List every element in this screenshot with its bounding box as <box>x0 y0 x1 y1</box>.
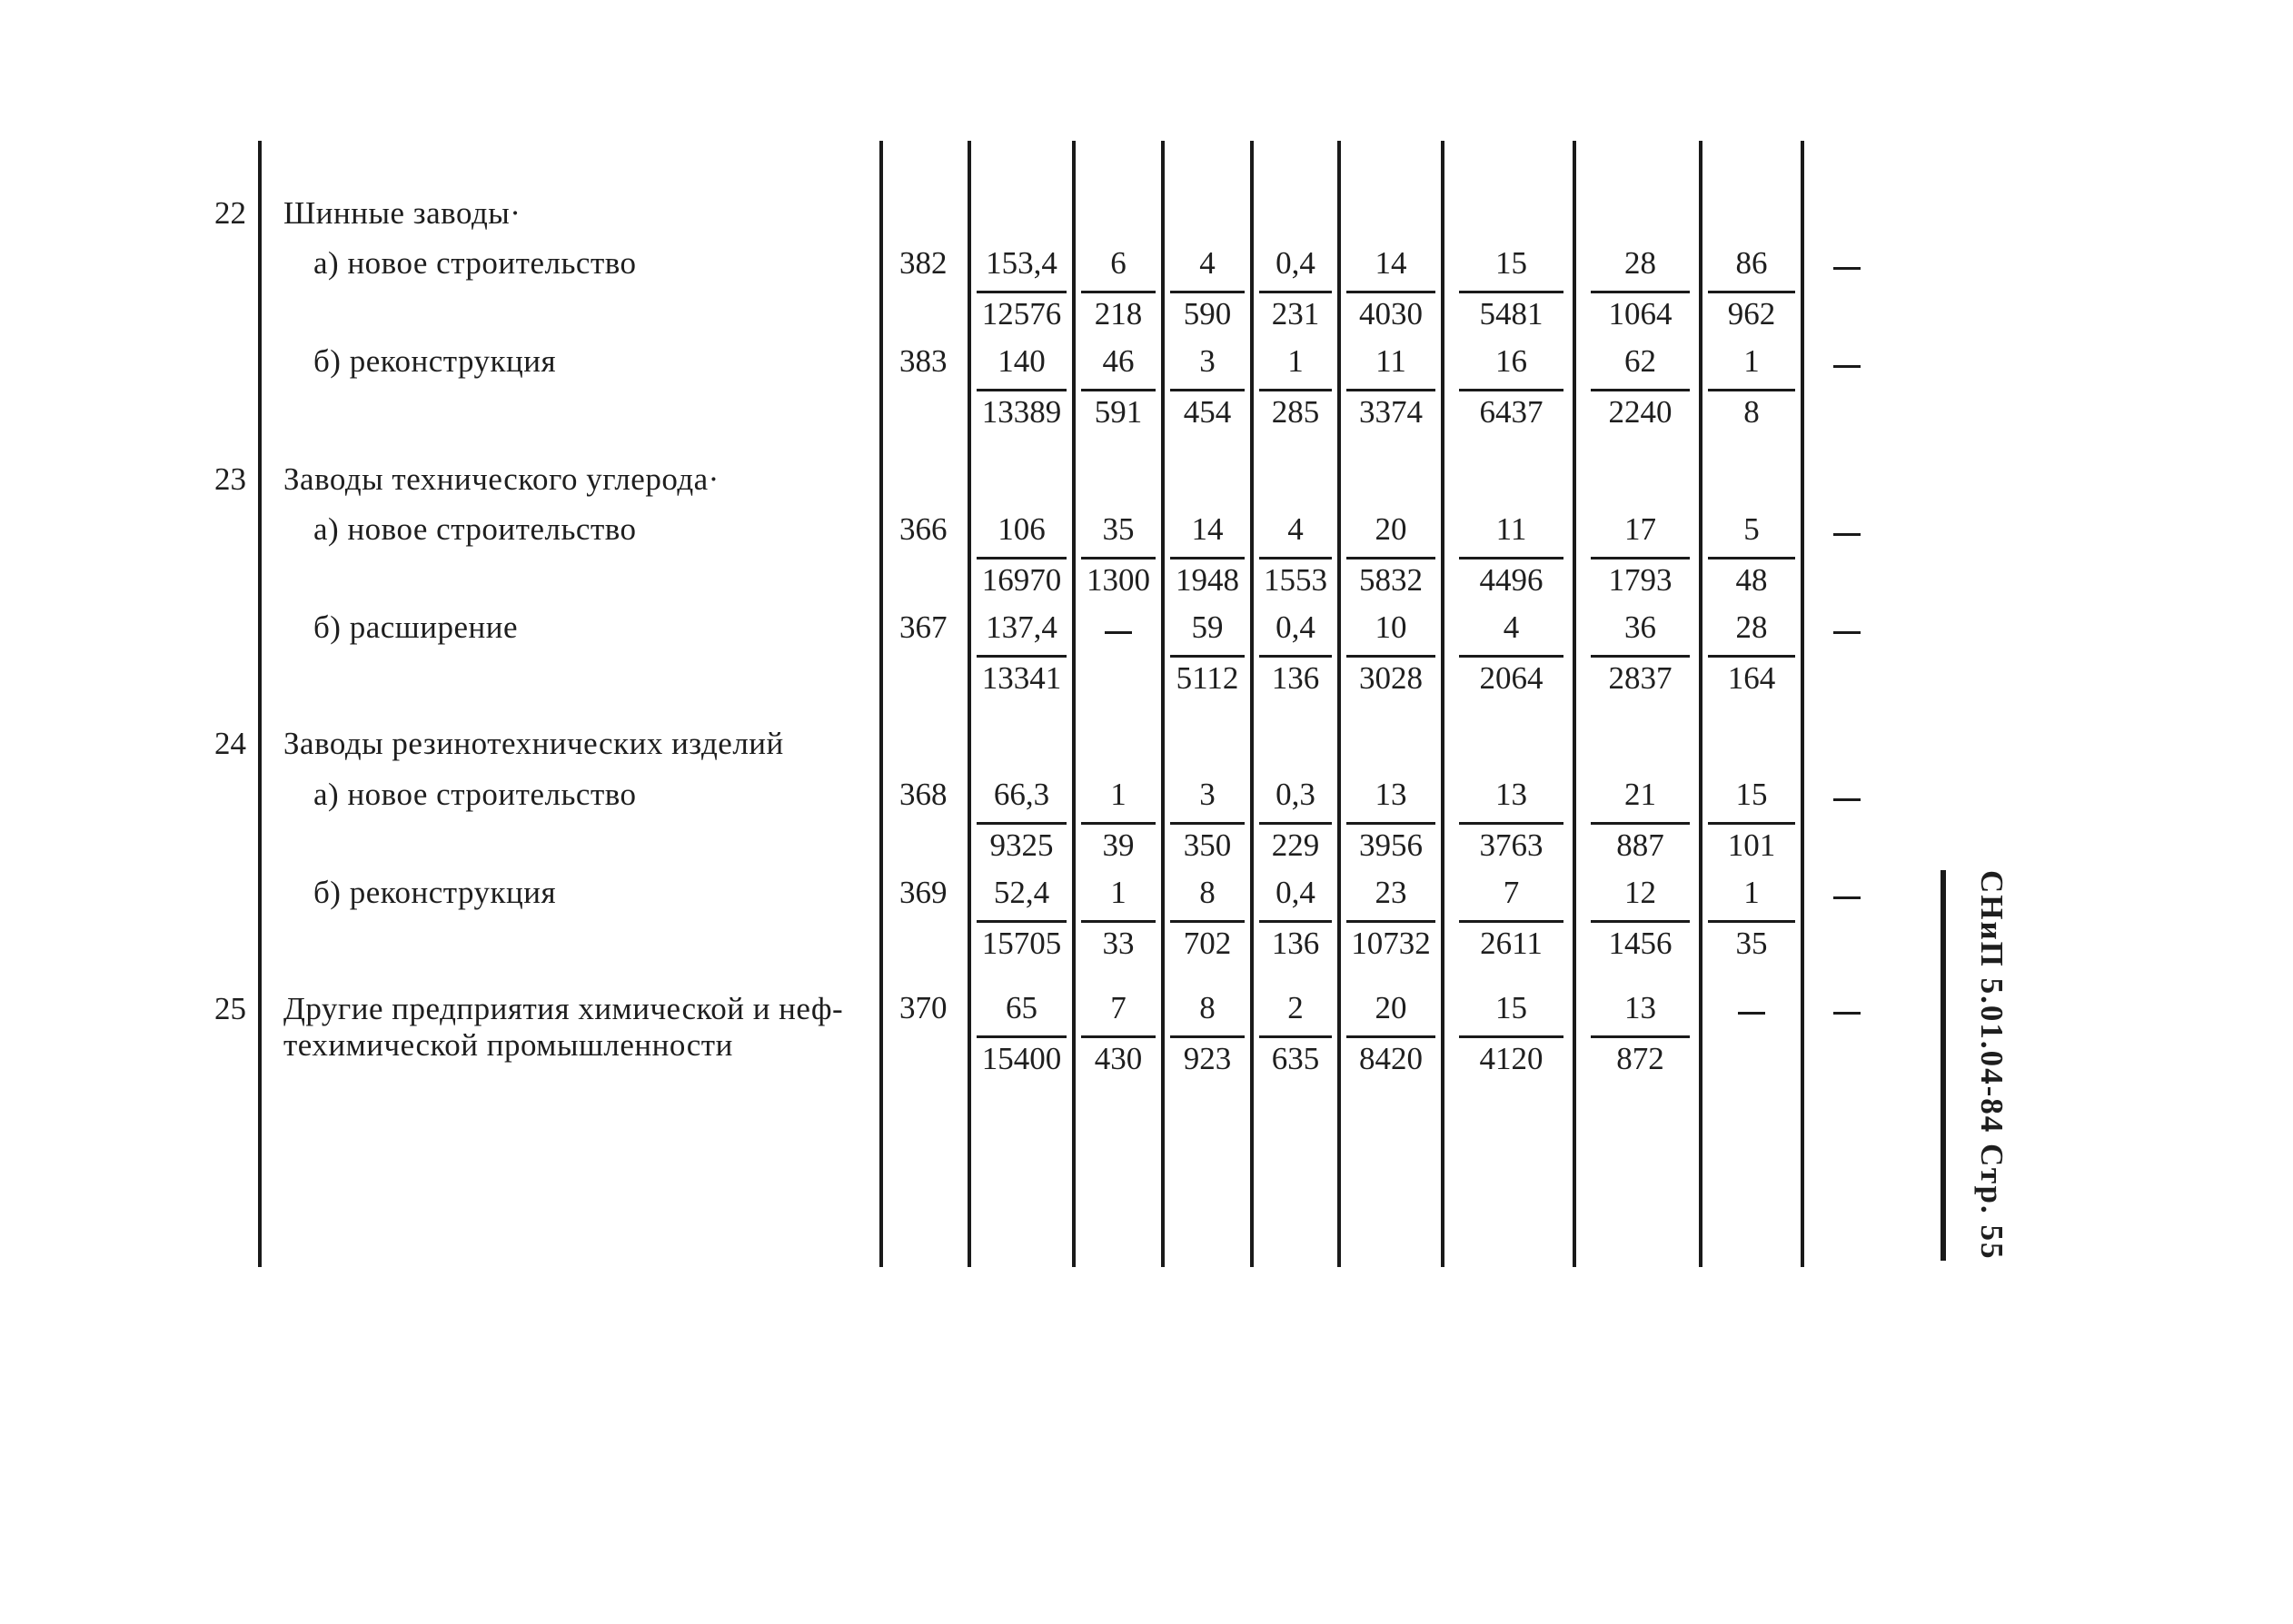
fraction-bar <box>1259 655 1332 658</box>
fraction-cell <box>1076 511 1161 606</box>
cell-denominator: 887 <box>1616 827 1664 863</box>
fraction-cell <box>1076 245 1161 340</box>
row-last-dash <box>1833 345 1861 381</box>
fraction-cell <box>1341 875 1441 969</box>
fraction-bar <box>977 291 1067 293</box>
fraction-cell <box>1454 990 1569 1084</box>
cell-numerator: 137,4 <box>986 609 1057 645</box>
fraction-bar <box>1346 291 1435 293</box>
fraction-cell <box>1254 609 1337 704</box>
fraction-cell <box>971 343 1072 438</box>
fraction-bar <box>1081 822 1156 825</box>
row-label: б) реконструкция <box>313 343 557 379</box>
cell-denominator: 101 <box>1727 827 1776 863</box>
fraction-bar <box>1708 920 1795 923</box>
fraction-bar <box>1591 655 1690 658</box>
cell-numerator: 4 <box>1503 609 1520 645</box>
group-title: Другие предприятия химической и неф- <box>283 991 844 1026</box>
fraction-bar <box>1459 557 1563 559</box>
cell-numerator: 66,3 <box>993 777 1050 812</box>
fraction-bar <box>1591 822 1690 825</box>
cell-denominator: 8420 <box>1359 1041 1423 1076</box>
cell-numerator: 20 <box>1375 990 1407 1025</box>
cell-denominator: 590 <box>1183 296 1232 332</box>
fraction-cell <box>1454 343 1569 438</box>
cell-denominator: 3763 <box>1479 827 1544 863</box>
running-header-rule <box>1941 870 1946 1261</box>
fraction-bar <box>977 1035 1067 1038</box>
fraction-bar <box>1170 920 1245 923</box>
fraction-cell <box>1585 777 1695 871</box>
fraction-bar <box>1259 1035 1332 1038</box>
fraction-bar <box>1346 920 1435 923</box>
cell-denominator: 4496 <box>1479 562 1544 598</box>
cell-denominator: 4120 <box>1479 1041 1544 1076</box>
cell-denominator: 1300 <box>1087 562 1150 598</box>
fraction-cell <box>1585 511 1695 606</box>
fraction-cell <box>1585 990 1695 1084</box>
cell-numerator: 1 <box>1743 343 1760 379</box>
fraction-cell <box>1254 343 1337 438</box>
cell-numerator: 2 <box>1287 990 1304 1025</box>
group-number: 25 <box>214 991 246 1026</box>
fraction-bar <box>1170 655 1245 658</box>
fraction-cell <box>1165 777 1250 871</box>
cell-numerator: 65 <box>1006 990 1037 1025</box>
fraction-bar <box>977 920 1067 923</box>
cell-denominator: 1948 <box>1176 562 1239 598</box>
cell-numerator: 7 <box>1503 875 1520 910</box>
cell-numerator: 1 <box>1110 875 1127 910</box>
fraction-bar <box>977 389 1067 391</box>
cell-numerator: 0,4 <box>1276 245 1315 281</box>
fraction-bar <box>1259 920 1332 923</box>
cell-denominator: 6437 <box>1479 394 1544 430</box>
cell-numerator: 12 <box>1624 875 1656 910</box>
cell-numerator: 5 <box>1743 511 1760 547</box>
cell-numerator: 11 <box>1375 343 1406 379</box>
fraction-cell <box>1585 245 1695 340</box>
fraction-bar <box>1346 389 1435 391</box>
fraction-bar <box>1170 822 1245 825</box>
row-code: 382 <box>899 245 948 281</box>
row-last-dash <box>1833 611 1861 648</box>
table-rule-left <box>258 141 262 1267</box>
cell-numerator: 52,4 <box>993 875 1050 910</box>
cell-denominator: 2837 <box>1608 660 1673 696</box>
fraction-bar <box>1081 291 1156 293</box>
fraction-cell <box>971 875 1072 969</box>
row-code: 367 <box>899 609 948 645</box>
cell-numerator: 0,3 <box>1276 777 1315 812</box>
fraction-bar <box>1259 822 1332 825</box>
group-title: Шинные заводы· <box>283 195 521 231</box>
cell-numerator: 11 <box>1495 511 1527 547</box>
fraction-bar <box>977 655 1067 658</box>
row-label: б) расширение <box>313 609 518 645</box>
table-rule-c6 <box>1441 141 1444 1267</box>
fraction-bar <box>1259 557 1332 559</box>
dash-mark <box>1738 1012 1765 1015</box>
cell-numerator: 10 <box>1375 609 1407 645</box>
fraction-cell <box>1076 777 1161 871</box>
cell-denominator: 285 <box>1271 394 1320 430</box>
cell-denominator: 1456 <box>1608 926 1673 961</box>
dash-mark <box>1833 798 1861 801</box>
dash-mark <box>1833 533 1861 536</box>
fraction-bar <box>1708 389 1795 391</box>
row-last-dash <box>1833 513 1861 550</box>
cell-denominator: 3374 <box>1359 394 1423 430</box>
cell-denominator: 13389 <box>981 394 1062 430</box>
fraction-bar <box>1591 557 1690 559</box>
cell-numerator: 86 <box>1735 245 1768 281</box>
cell-denominator: 2240 <box>1608 394 1673 430</box>
fraction-bar <box>1459 822 1563 825</box>
cell-denominator: 1064 <box>1608 296 1673 332</box>
cell-numerator: 28 <box>1624 245 1656 281</box>
fraction-bar <box>1346 822 1435 825</box>
cell-denominator: 591 <box>1094 394 1143 430</box>
fraction-cell <box>1702 609 1801 704</box>
fraction-bar <box>1346 655 1435 658</box>
fraction-cell <box>1341 343 1441 438</box>
fraction-cell <box>1341 511 1441 606</box>
fraction-cell <box>971 777 1072 871</box>
cell-denominator: 702 <box>1183 926 1232 961</box>
fraction-bar <box>1591 291 1690 293</box>
cell-denominator: 33 <box>1102 926 1135 961</box>
cell-denominator: 4030 <box>1359 296 1423 332</box>
cell-denominator: 3956 <box>1359 827 1423 863</box>
group-title-continued: техимической промышленности <box>283 1027 733 1063</box>
dash-mark <box>1105 631 1132 634</box>
group-number: 22 <box>214 195 246 231</box>
fraction-bar <box>1081 920 1156 923</box>
fraction-cell <box>1702 511 1801 606</box>
cell-numerator: 8 <box>1199 990 1216 1025</box>
table-rule-code <box>879 141 883 1267</box>
cell-denominator: 2064 <box>1479 660 1544 696</box>
row-code: 383 <box>899 343 948 379</box>
cell-numerator: 6 <box>1110 245 1127 281</box>
fraction-bar <box>1708 557 1795 559</box>
fraction-bar <box>1259 389 1332 391</box>
cell-denominator: 136 <box>1271 660 1320 696</box>
cell-numerator: 14 <box>1191 511 1224 547</box>
cell-numerator: 8 <box>1199 875 1216 910</box>
cell-denominator: 164 <box>1727 660 1776 696</box>
running-header-text: СНиП 5.01.04-84 Стр. 55 <box>1974 870 2010 1261</box>
fraction-cell <box>1702 777 1801 871</box>
fraction-cell <box>1165 511 1250 606</box>
fraction-cell <box>971 609 1072 704</box>
cell-denominator: 231 <box>1271 296 1320 332</box>
cell-numerator: 0,4 <box>1276 875 1315 910</box>
fraction-cell <box>1165 343 1250 438</box>
row-code: 369 <box>899 875 948 910</box>
fraction-bar <box>1591 1035 1690 1038</box>
row-code: 366 <box>899 511 948 547</box>
cell-denominator: 430 <box>1094 1041 1143 1076</box>
cell-denominator: 923 <box>1183 1041 1232 1076</box>
group-title: Заводы технического углерода· <box>283 461 720 497</box>
cell-numerator: 153,4 <box>986 245 1057 281</box>
cell-denominator: 350 <box>1183 827 1232 863</box>
cell-denominator: 1553 <box>1264 562 1327 598</box>
cell-numerator: 3 <box>1199 777 1216 812</box>
fraction-bar <box>1459 920 1563 923</box>
row-label: а) новое строительство <box>313 245 637 281</box>
fraction-cell <box>1454 609 1569 704</box>
cell-numerator: 3 <box>1199 343 1216 379</box>
cell-numerator: 17 <box>1624 511 1656 547</box>
cell-numerator: 59 <box>1191 609 1224 645</box>
fraction-cell <box>971 990 1072 1084</box>
fraction-cell <box>1341 245 1441 340</box>
cell-numerator: 1 <box>1110 777 1127 812</box>
cell-numerator: 140 <box>998 343 1046 379</box>
fraction-cell <box>1454 875 1569 969</box>
dash-mark <box>1833 631 1861 634</box>
fraction-bar <box>1459 389 1563 391</box>
row-label: б) реконструкция <box>313 875 557 910</box>
running-header <box>1941 870 2013 1261</box>
fraction-bar <box>1170 291 1245 293</box>
fraction-bar <box>977 822 1067 825</box>
cell-denominator: 39 <box>1102 827 1135 863</box>
cell-denominator: 962 <box>1727 296 1776 332</box>
fraction-cell <box>1254 875 1337 969</box>
cell-denominator: 218 <box>1094 296 1143 332</box>
cell-numerator: 15 <box>1495 245 1527 281</box>
cell-numerator: 28 <box>1735 609 1768 645</box>
fraction-cell <box>1165 875 1250 969</box>
table-rule-c7 <box>1573 141 1576 1267</box>
cell-numerator: 23 <box>1375 875 1407 910</box>
cell-denominator: 1793 <box>1608 562 1673 598</box>
dash-mark <box>1833 896 1861 899</box>
fraction-cell <box>1076 343 1161 438</box>
fraction-bar <box>1259 291 1332 293</box>
fraction-bar <box>1459 655 1563 658</box>
fraction-cell <box>1702 343 1801 438</box>
cell-numerator: 1 <box>1743 875 1760 910</box>
row-code: 368 <box>899 777 948 812</box>
cell-denominator: 13341 <box>981 660 1062 696</box>
fraction-cell <box>971 245 1072 340</box>
fraction-cell <box>1165 245 1250 340</box>
cell-dash <box>1105 611 1132 648</box>
cell-numerator: 14 <box>1375 245 1407 281</box>
cell-numerator: 106 <box>998 511 1046 547</box>
fraction-bar <box>1170 557 1245 559</box>
fraction-cell <box>1254 990 1337 1084</box>
cell-denominator: 12576 <box>981 296 1062 332</box>
cell-denominator: 15400 <box>981 1041 1062 1076</box>
dash-mark <box>1833 1012 1861 1015</box>
dash-mark <box>1833 365 1861 368</box>
cell-numerator: 36 <box>1624 609 1656 645</box>
fraction-cell <box>971 511 1072 606</box>
cell-denominator: 635 <box>1271 1041 1320 1076</box>
fraction-cell <box>1254 777 1337 871</box>
fraction-cell <box>1585 343 1695 438</box>
fraction-cell <box>1454 777 1569 871</box>
fraction-cell <box>1341 990 1441 1084</box>
cell-numerator: 0,4 <box>1276 609 1315 645</box>
cell-numerator: 35 <box>1102 511 1135 547</box>
cell-numerator: 21 <box>1624 777 1656 812</box>
cell-numerator: 13 <box>1624 990 1656 1025</box>
row-last-dash <box>1833 247 1861 283</box>
cell-denominator: 9325 <box>989 827 1054 863</box>
fraction-cell <box>1076 990 1161 1084</box>
row-last-dash <box>1833 876 1861 913</box>
fraction-cell <box>1165 990 1250 1084</box>
table-rule-c9 <box>1801 141 1804 1267</box>
group-title: Заводы резинотехнических изделий <box>283 726 784 761</box>
cell-numerator: 4 <box>1199 245 1216 281</box>
group-number: 23 <box>214 461 246 497</box>
cell-numerator: 13 <box>1495 777 1527 812</box>
fraction-cell <box>1341 777 1441 871</box>
cell-denominator: 2611 <box>1480 926 1543 961</box>
fraction-bar <box>1081 1035 1156 1038</box>
cell-numerator: 13 <box>1375 777 1407 812</box>
cell-denominator: 8 <box>1743 394 1760 430</box>
fraction-cell <box>1254 511 1337 606</box>
cell-denominator: 15705 <box>981 926 1062 961</box>
fraction-bar <box>1708 655 1795 658</box>
row-label: а) новое строительство <box>313 511 637 547</box>
fraction-cell <box>1254 245 1337 340</box>
cell-numerator: 15 <box>1495 990 1527 1025</box>
row-last-dash <box>1833 778 1861 815</box>
fraction-cell <box>1076 875 1161 969</box>
fraction-cell <box>1702 875 1801 969</box>
fraction-cell <box>1585 875 1695 969</box>
fraction-bar <box>1170 1035 1245 1038</box>
fraction-cell <box>1454 245 1569 340</box>
cell-denominator: 5832 <box>1359 562 1423 598</box>
cell-denominator: 454 <box>1183 394 1232 430</box>
cell-denominator: 872 <box>1616 1041 1664 1076</box>
row-last-dash <box>1833 992 1861 1028</box>
fraction-bar <box>1346 1035 1435 1038</box>
fraction-bar <box>1459 291 1563 293</box>
fraction-bar <box>1591 389 1690 391</box>
dash-mark <box>1833 267 1861 270</box>
cell-denominator: 10732 <box>1351 926 1431 961</box>
group-number: 24 <box>214 726 246 761</box>
cell-denominator: 48 <box>1735 562 1768 598</box>
cell-denominator: 35 <box>1735 926 1768 961</box>
fraction-cell <box>1454 511 1569 606</box>
fraction-bar <box>1081 389 1156 391</box>
cell-numerator: 62 <box>1624 343 1656 379</box>
cell-numerator: 7 <box>1110 990 1127 1025</box>
row-code: 370 <box>899 990 948 1025</box>
row-label: а) новое строительство <box>313 777 637 812</box>
fraction-bar <box>977 557 1067 559</box>
fraction-cell <box>1341 609 1441 704</box>
cell-numerator: 1 <box>1287 343 1304 379</box>
fraction-cell <box>1165 609 1250 704</box>
cell-numerator: 20 <box>1375 511 1407 547</box>
fraction-bar <box>1081 557 1156 559</box>
cell-denominator: 16970 <box>981 562 1062 598</box>
fraction-cell <box>1702 245 1801 340</box>
cell-denominator: 136 <box>1271 926 1320 961</box>
cell-denominator: 229 <box>1271 827 1320 863</box>
fraction-bar <box>1708 291 1795 293</box>
cell-denominator: 5112 <box>1176 660 1239 696</box>
fraction-bar <box>1346 557 1435 559</box>
fraction-bar <box>1708 822 1795 825</box>
cell-dash <box>1738 992 1765 1028</box>
cell-numerator: 16 <box>1495 343 1527 379</box>
cell-denominator: 5481 <box>1479 296 1544 332</box>
cell-numerator: 4 <box>1287 511 1304 547</box>
cell-numerator: 15 <box>1735 777 1768 812</box>
fraction-bar <box>1591 920 1690 923</box>
cell-numerator: 46 <box>1102 343 1135 379</box>
fraction-cell <box>1585 609 1695 704</box>
fraction-bar <box>1459 1035 1563 1038</box>
cell-denominator: 3028 <box>1359 660 1423 696</box>
fraction-bar <box>1170 389 1245 391</box>
